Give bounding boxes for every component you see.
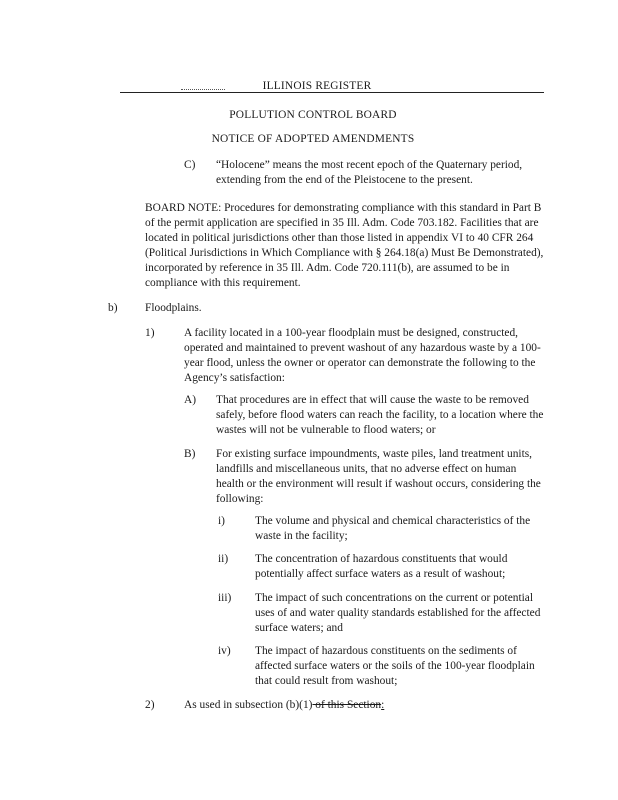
item-i-label: i) <box>218 515 225 527</box>
item-B-text: For existing surface impoundments, waste piles, land treatment units, landfills and miscellaneous units, that no adverse effect on human health or the environment will result if washout occurs, considering the following: <box>216 448 541 505</box>
item-iv-label: iv) <box>218 645 231 657</box>
notice-title: NOTICE OF ADOPTED AMENDMENTS <box>211 133 415 145</box>
item-ii-text: The concentration of hazardous constituents that would potentially affect surface waters as a result of washout; <box>255 553 508 580</box>
item-1-text: A facility located in a 100-year floodplain must be designed, constructed, operated and maintained to prevent washout of any hazardous waste by a 100-year flood, unless the owner or operator can demonstrate the following to the Agency’s satisfaction: <box>184 327 541 384</box>
item-c-label: C) <box>184 159 196 171</box>
item-ii-label: ii) <box>218 553 229 565</box>
item-2-text <box>184 698 384 713</box>
item-A-label: A) <box>184 394 197 406</box>
item-iii-label: iii) <box>218 592 232 604</box>
item-i-text: The volume and physical and chemical characteristics of the waste in the facility; <box>255 515 531 542</box>
item-b-label: b) <box>108 302 118 314</box>
item-2-struck-text: of this Section <box>312 699 382 711</box>
item-iv-text: The impact of hazardous constituents on the sediments of affected surface waters or the soils of the 100-year floodplain that could result from washout; <box>255 645 535 687</box>
item-b-text: Floodplains. <box>145 302 202 314</box>
register-title: ILLINOIS REGISTER <box>262 80 372 92</box>
item-B-label: B) <box>184 448 196 460</box>
board-note: BOARD NOTE: Procedures for demonstrating compliance with this standard in Part B of the permit application are specified in 35 Ill. Adm. Code 703.182. Facilities that are located in political jurisdictions other than those listed in appendix VI to 40 CFR 264 (Political Jurisdictions in Which Compliance with § 264.18(a) Must Be Demonstrated), incorporated by reference in 35 Ill. Adm. Code 720.111(b), are assumed to be in compliance with this requirement. <box>145 202 544 289</box>
item-A-text: That procedures are in effect that will cause the waste to be removed safely, before flood waters can reach the facility, to a location where the wastes will not be vulnerable to flood waters; or <box>216 394 544 436</box>
item-2-label: 2) <box>145 699 155 711</box>
item-1-label: 1) <box>145 327 155 339</box>
board-title: POLLUTION CONTROL BOARD <box>229 109 397 121</box>
item-2-text-before: As used in subsection (b)(1) <box>184 699 313 711</box>
item-iii-text: The impact of such concentrations on the current or potential uses of and water quality standards established for the affected surface waters; and <box>255 592 541 634</box>
item-c-text: “Holocene” means the most recent epoch of the Quaternary period, extending from the end of the Pleistocene to the present. <box>216 159 523 186</box>
item-2-text-after: : <box>381 699 385 711</box>
